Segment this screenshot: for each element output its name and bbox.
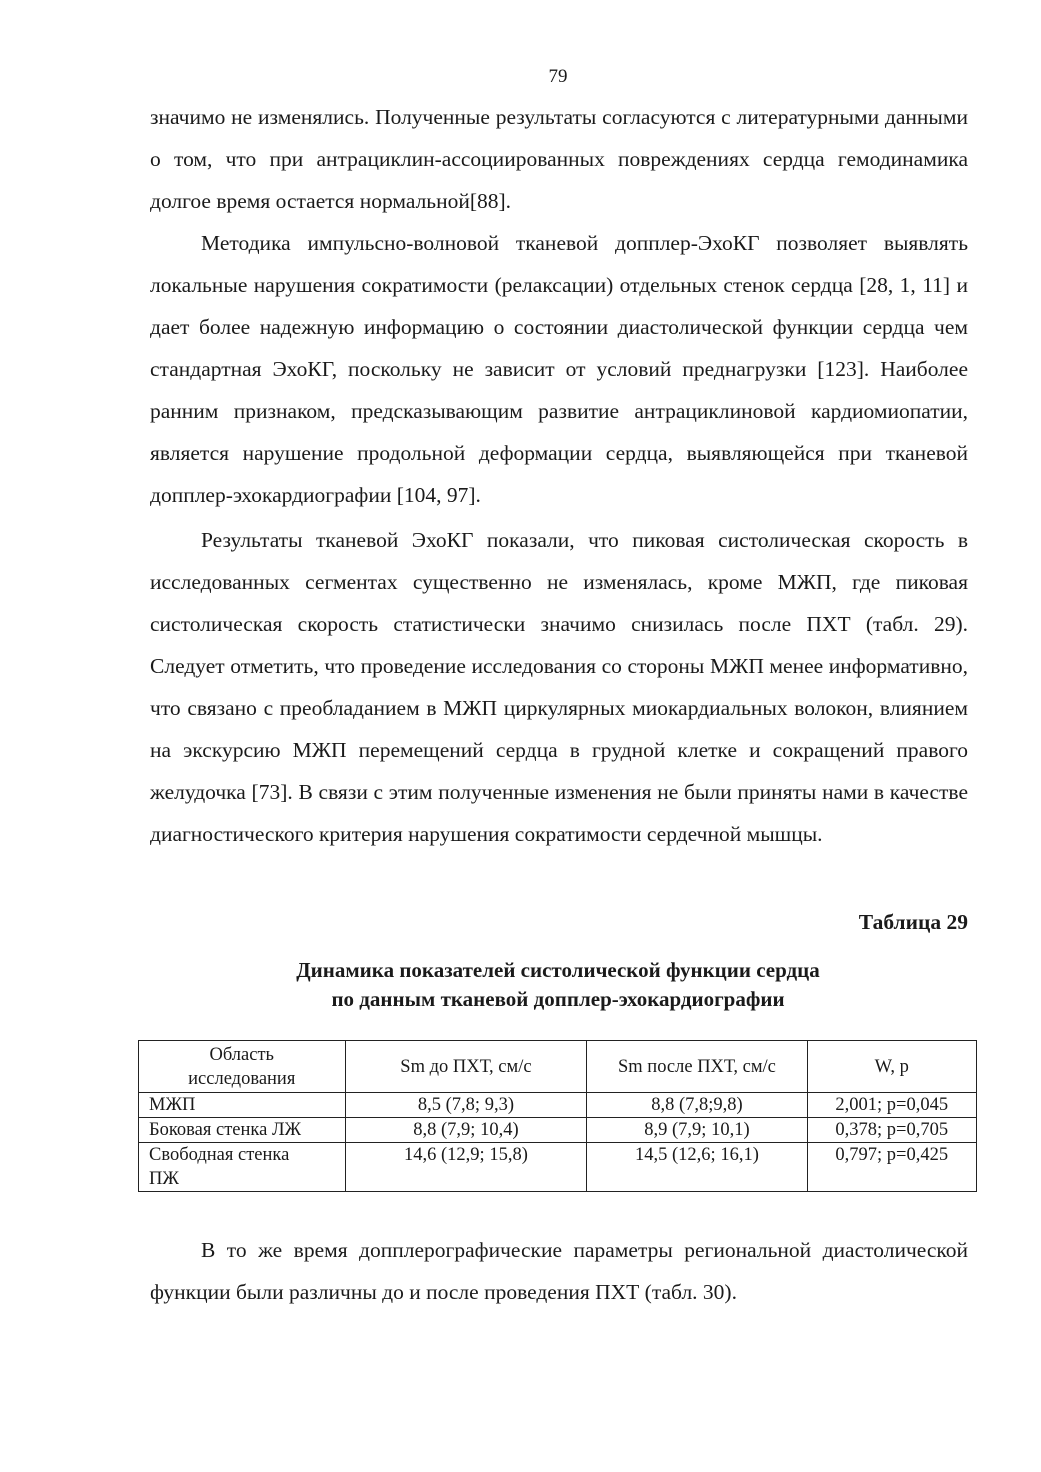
table-row — [139, 1118, 977, 1143]
header-sm-after: Sm после ПХТ, см/с — [587, 1041, 807, 1093]
table-row — [139, 1093, 977, 1118]
cell-wp: 0,797; p=0,425 — [807, 1143, 976, 1192]
header-wp: W, p — [807, 1041, 976, 1093]
systolic-function-table — [138, 1040, 977, 1192]
cell-after: 8,9 (7,9; 10,1) — [587, 1118, 807, 1143]
table-caption: Таблица 29 — [858, 910, 968, 934]
header-area — [139, 1041, 346, 1093]
table-title-line: Динамика показателей систолической функции сердца — [296, 958, 820, 982]
cell-after: 14,5 (12,6; 16,1) — [587, 1143, 807, 1192]
header-area-line: Область — [209, 1044, 274, 1065]
cell-before: 8,5 (7,8; 9,3) — [345, 1093, 587, 1118]
header-area-line: исследования — [188, 1068, 296, 1089]
table-title — [100, 956, 1016, 1014]
cell-before: 8,8 (7,9; 10,4) — [345, 1118, 587, 1143]
cell-wp: 0,378; p=0,705 — [807, 1118, 976, 1143]
cell-after: 8,8 (7,8;9,8) — [587, 1093, 807, 1118]
paragraph-text: В то же время допплерографические параметры региональной диастолической функции были различны до и после проведения ПХТ (табл. 30). — [150, 1238, 968, 1304]
page-number: 79 — [548, 66, 568, 87]
header-sm-before: Sm до ПХТ, см/с — [345, 1041, 587, 1093]
table-row — [139, 1143, 977, 1192]
body-paragraph-2 — [150, 222, 968, 516]
table-header-row — [139, 1041, 977, 1093]
body-paragraph-4 — [150, 1229, 968, 1313]
body-paragraph-3 — [150, 519, 968, 855]
table-title-line: по данным тканевой допплер-эхокардиографии — [331, 987, 785, 1011]
cell-area-line: Свободная стенка — [149, 1145, 290, 1165]
cell-before: 14,6 (12,9; 15,8) — [345, 1143, 587, 1192]
cell-wp: 2,001; p=0,045 — [807, 1093, 976, 1118]
cell-area: Боковая стенка ЛЖ — [139, 1118, 346, 1143]
paragraph-text: значимо не изменялись. Полученные результаты согласуются с литературными данными о том, что при антрациклин-ассоциированных повреждениях сердца гемодинамика долгое время остается нормальной[88]. — [150, 105, 968, 213]
paragraph-text: Методика импульсно-волновой тканевой допплер-ЭхоКГ позволяет выявлять локальные нарушения сократимости (релаксации) отдельных стенок сердца [28, 1, 11] и дает более надежную информацию о состоянии диастолической функции сердца чем стандартная ЭхоКГ, поскольку не зависит от условий преднагрузки [123]. Наиболее ранним признаком, предсказывающим развитие антрациклиновой кардиомиопатии, является нарушение продольной деформации сердца, выявляющейся при тканевой допплер-эхокардиографии [104, 97]. — [150, 231, 968, 507]
body-paragraph-1 — [150, 96, 968, 222]
cell-area-line: ПЖ — [149, 1169, 179, 1189]
paragraph-text: Результаты тканевой ЭхоКГ показали, что пиковая систолическая скорость в исследованных сегментах существенно не изменялась, кроме МЖП, где пиковая систолическая скорость статистически значимо снизилась после ПХТ (табл. 29). Следует отметить, что проведение исследования со стороны МЖП менее информативно, что связано с преобладанием в МЖП циркулярных миокардиальных волокон, влиянием на экскурсию МЖП перемещений сердца в грудной клетке и сокращений правого желудочка [73]. В связи с этим полученные изменения не были приняты нами в качестве диагностического критерия нарушения сократимости сердечной мышцы. — [150, 528, 968, 846]
cell-area — [139, 1143, 346, 1192]
cell-area: МЖП — [139, 1093, 346, 1118]
